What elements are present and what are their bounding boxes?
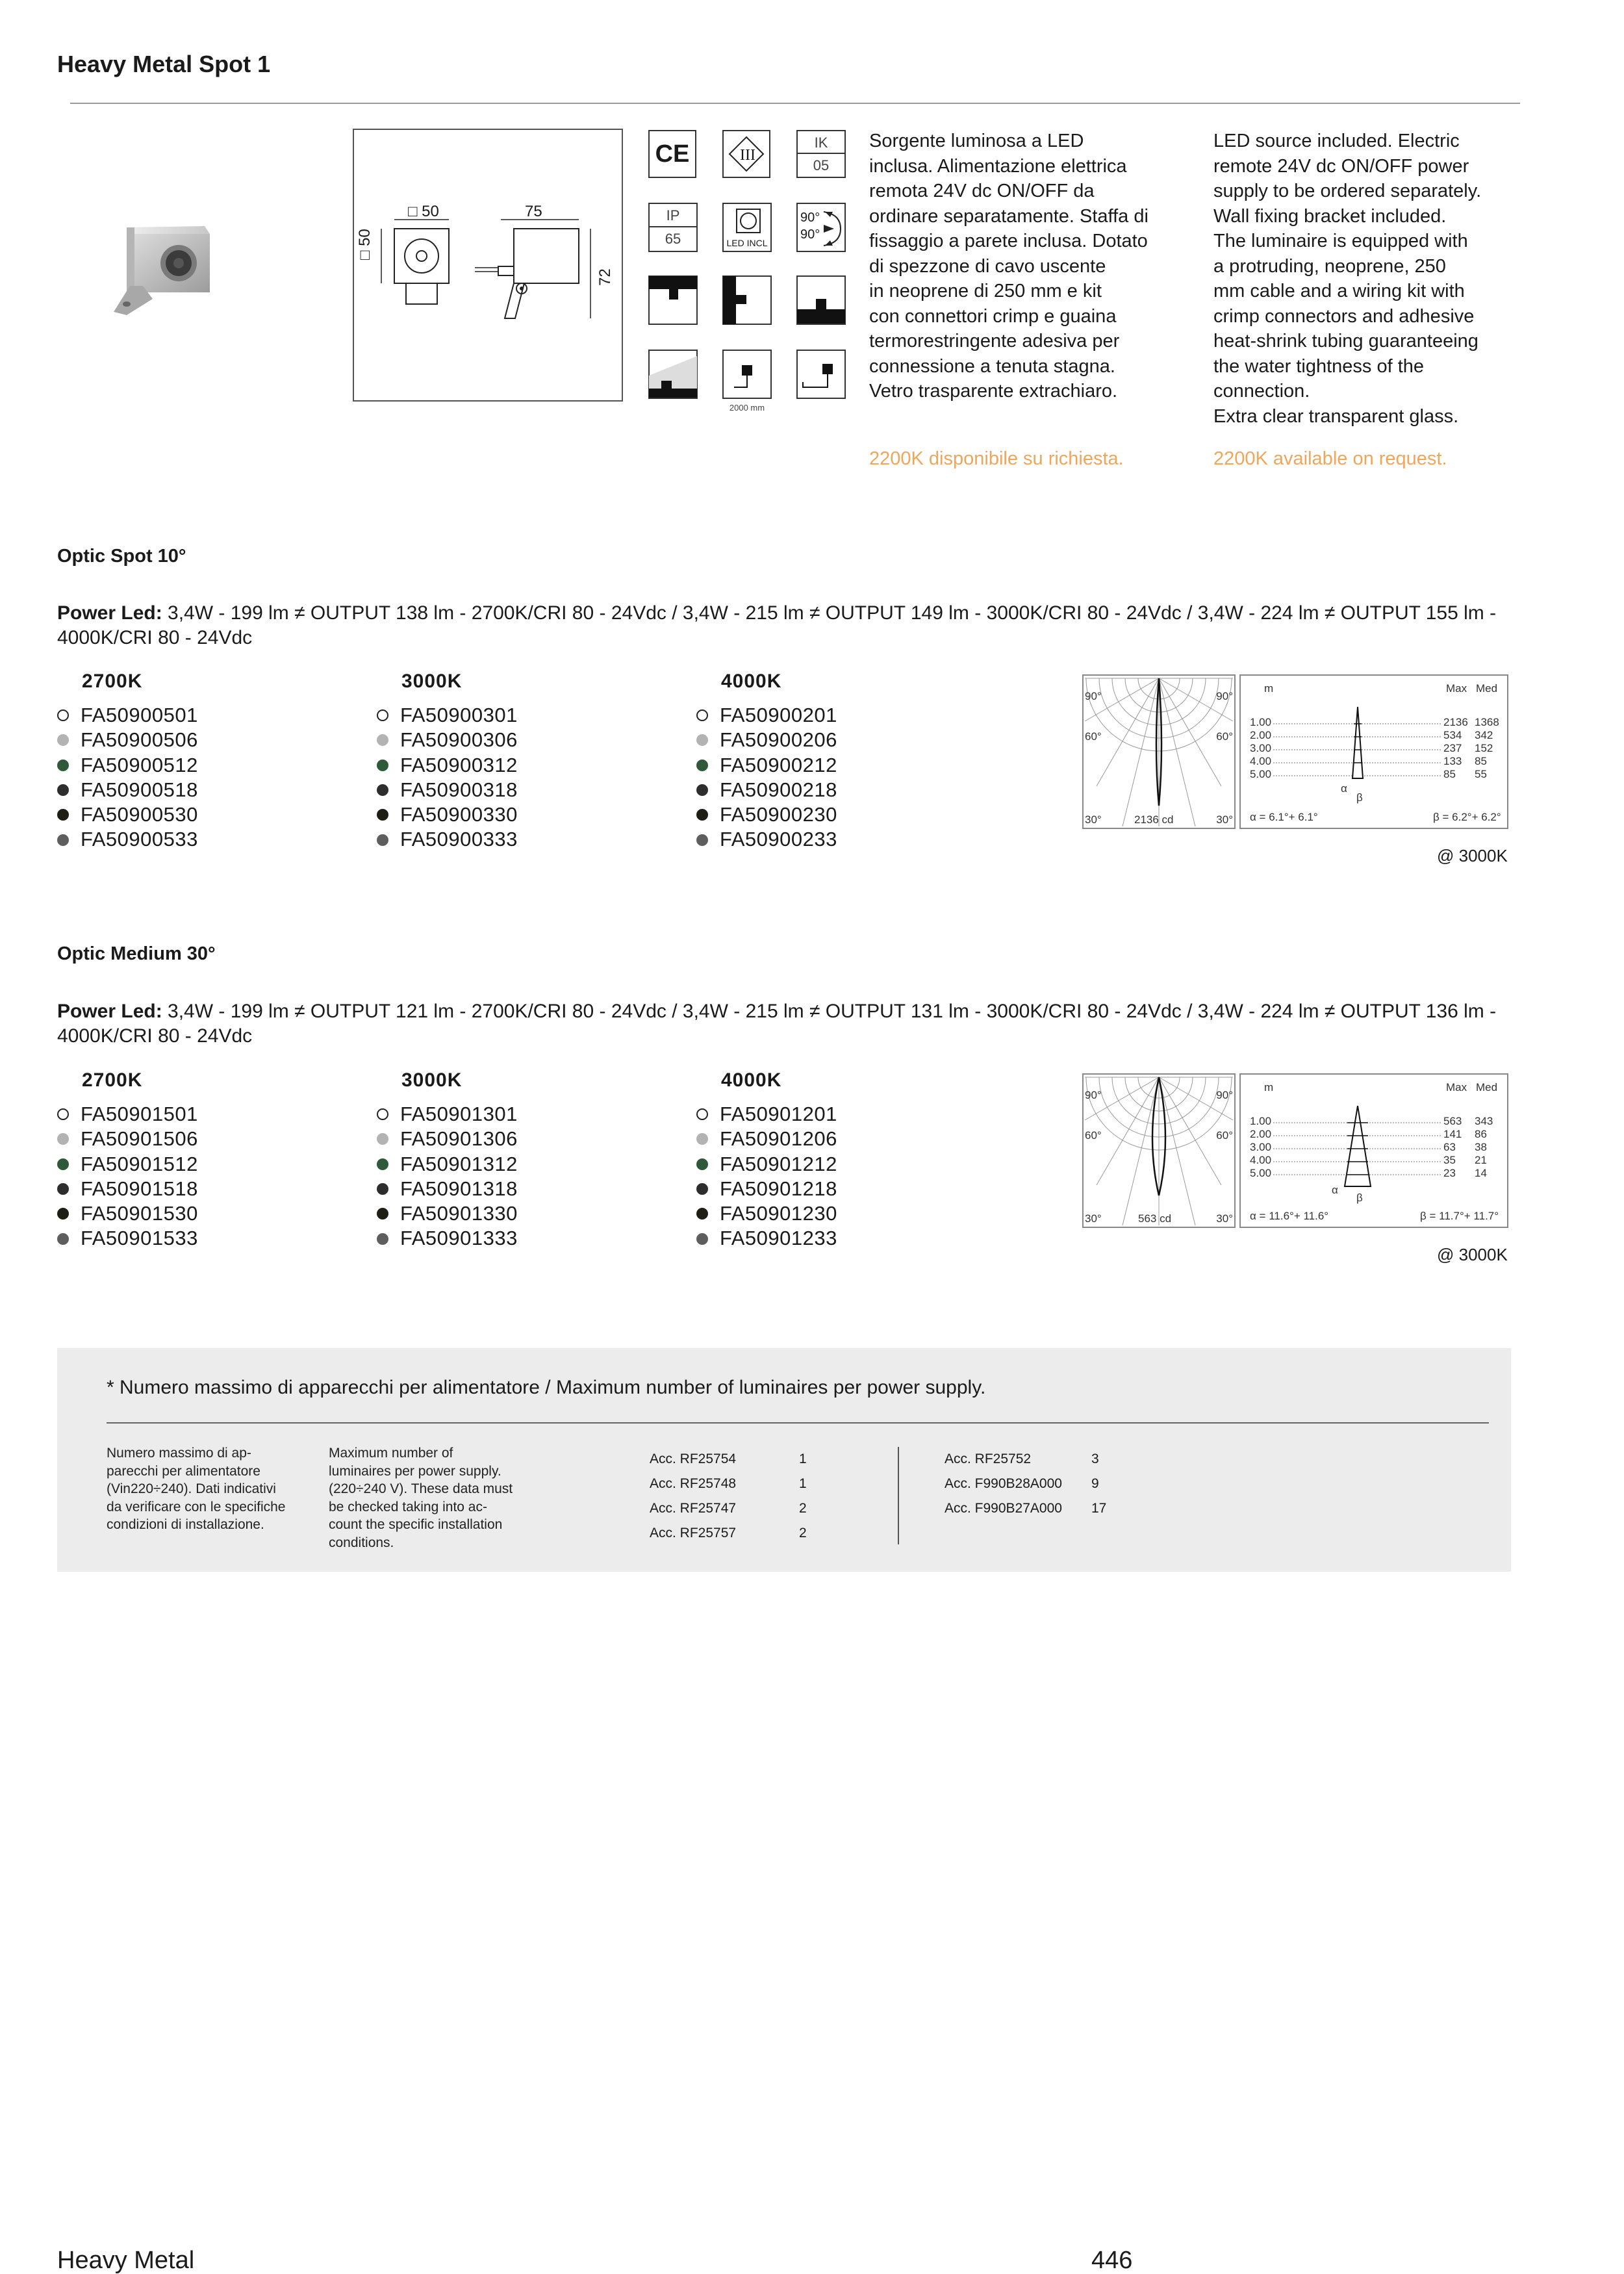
table-row	[650, 1521, 807, 1546]
accessory-qty: 2	[799, 1526, 807, 1540]
cone-beta-text: β = 6.2°+ 6.2°	[1433, 811, 1501, 823]
cone-med: 21	[1475, 1154, 1487, 1166]
rotation-b-label: 90°	[800, 227, 820, 242]
candela-value: 2136 cd	[1134, 813, 1174, 826]
finish-dot	[696, 734, 708, 746]
cone-max-head: Max	[1446, 682, 1467, 695]
product-code: FA50901506	[81, 1127, 198, 1151]
cone-alpha-text: α = 11.6°+ 11.6°	[1250, 1210, 1329, 1222]
finish-dot	[377, 784, 388, 796]
cone-alpha-mark: α	[1332, 1184, 1338, 1196]
polar-diagram-spot	[1082, 674, 1236, 829]
finish-dot	[57, 1108, 69, 1120]
codes-4000k-spot	[696, 671, 837, 852]
ip-label: IP	[650, 204, 696, 227]
cone-max: 237	[1443, 742, 1462, 754]
finish-dot	[57, 709, 69, 721]
list-item	[696, 1102, 837, 1127]
accessory-qty: 1	[799, 1476, 807, 1491]
cone-unit: m	[1264, 1081, 1274, 1093]
cone-diagram-spot	[1239, 674, 1508, 829]
cone-distance: 2.00	[1250, 729, 1272, 741]
list-item	[696, 1127, 837, 1151]
column-head: 4000K	[721, 1069, 782, 1091]
product-code: FA50901330	[400, 1202, 518, 1225]
cone-distance: 2.00	[1250, 1128, 1272, 1140]
angle-60-right: 60°	[1216, 1129, 1233, 1142]
power-led-text: 3,4W - 199 lm ≠ OUTPUT 121 lm - 2700K/CRI 80 - 24Vdc / 3,4W - 215 lm ≠ OUTPUT 131 lm - 3000K/CRI 80 - 24Vdc / 3,4W - 224 lm ≠ OUTPUT 136 lm - 4000K/CRI 80 - 24Vdc	[57, 1001, 1497, 1047]
section-title-medium: Optic Medium 30°	[57, 943, 216, 964]
product-code: FA50901501	[81, 1103, 198, 1125]
angle-30-left: 30°	[1085, 813, 1102, 826]
product-code: FA50900218	[720, 778, 837, 801]
cone-med: 38	[1475, 1141, 1487, 1153]
table-separator	[898, 1447, 899, 1544]
footer-product-family: Heavy Metal	[57, 2247, 195, 2274]
cable-length-icon	[722, 350, 772, 399]
product-code: FA50901306	[400, 1127, 518, 1151]
power-led-label: Power Led:	[57, 1001, 162, 1022]
finish-dot	[696, 709, 708, 721]
angle-60-right: 60°	[1216, 730, 1233, 743]
list-item	[696, 802, 837, 827]
rotation-arrows-icon	[821, 208, 844, 249]
list-item	[57, 1177, 198, 1201]
finish-dot	[696, 834, 708, 846]
product-code: FA50901212	[720, 1152, 837, 1175]
finish-dot	[696, 1133, 708, 1145]
finish-dot	[57, 1158, 69, 1170]
product-code: FA50900318	[400, 778, 518, 801]
finish-dot	[377, 1133, 388, 1145]
cone-lines	[1241, 676, 1510, 830]
product-code: FA50901201	[720, 1103, 837, 1125]
accessory-qty: 1	[799, 1451, 807, 1466]
finish-dot	[57, 1233, 69, 1245]
list-item	[696, 1226, 837, 1251]
finish-dot	[696, 809, 708, 821]
cone-max: 85	[1443, 768, 1456, 780]
table-row	[945, 1472, 1106, 1496]
cone-med-head: Med	[1476, 1081, 1498, 1093]
finish-dot	[57, 784, 69, 796]
finish-dot	[696, 784, 708, 796]
cone-max: 563	[1443, 1115, 1462, 1127]
product-code: FA50901530	[81, 1202, 198, 1225]
cone-max: 23	[1443, 1167, 1456, 1179]
accessory-qty: 9	[1091, 1476, 1099, 1491]
list-item	[377, 1102, 518, 1127]
power-led-label: Power Led:	[57, 602, 162, 624]
accessory-name: Acc. RF25752	[945, 1451, 1032, 1466]
accessory-name: Acc. F990B27A000	[945, 1501, 1062, 1516]
finish-dot	[377, 1233, 388, 1245]
accessory-qty: 3	[1091, 1451, 1099, 1466]
cone-distance: 5.00	[1250, 1167, 1272, 1179]
cone-max: 35	[1443, 1154, 1456, 1166]
cone-max-head: Max	[1446, 1081, 1467, 1093]
list-item	[57, 1226, 198, 1251]
cone-distance: 5.00	[1250, 768, 1272, 780]
cone-med: 14	[1475, 1167, 1487, 1179]
list-item	[57, 728, 198, 752]
accessory-table-right	[945, 1447, 1106, 1521]
table-row	[945, 1447, 1106, 1472]
accessory-name: Acc. RF25757	[650, 1526, 737, 1540]
cone-med: 55	[1475, 768, 1487, 780]
list-item	[377, 1152, 518, 1177]
cone-distances	[1250, 1115, 1271, 1180]
finish-dot	[57, 734, 69, 746]
list-item	[57, 703, 198, 728]
cone-lines	[1241, 1075, 1510, 1229]
accessory-name: Acc. RF25748	[650, 1476, 737, 1491]
accessory-table-left	[650, 1447, 807, 1546]
accessory-name: Acc. RF25747	[650, 1501, 737, 1516]
cone-distance: 3.00	[1250, 1141, 1272, 1153]
list-item	[57, 1102, 198, 1127]
accessory-qty: 17	[1091, 1501, 1107, 1516]
finish-dot	[696, 1108, 708, 1120]
finish-dot	[696, 1233, 708, 1245]
product-code: FA50900312	[400, 753, 518, 776]
column-head: 2700K	[82, 1069, 143, 1091]
table-row	[650, 1472, 807, 1496]
power-supply-panel	[57, 1348, 1511, 1572]
product-code: FA50900333	[400, 828, 518, 851]
finish-dot	[696, 760, 708, 771]
cone-distance: 1.00	[1250, 716, 1272, 728]
list-item	[377, 827, 518, 852]
list-item	[696, 728, 837, 752]
column-head: 4000K	[721, 671, 782, 692]
class-iii-icon	[722, 130, 770, 178]
cone-med: 152	[1475, 742, 1493, 754]
led-chip-icon	[735, 208, 761, 234]
product-code: FA50900233	[720, 828, 837, 851]
product-code: FA50900506	[81, 728, 198, 752]
class-iii-label: III	[740, 146, 755, 164]
finish-dot	[377, 709, 388, 721]
cone-alpha-text: α = 6.1°+ 6.1°	[1250, 811, 1318, 823]
product-code: FA50900501	[81, 704, 198, 726]
angle-30-right: 30°	[1216, 1212, 1233, 1225]
finish-dot	[377, 734, 388, 746]
finish-dot	[377, 1108, 388, 1120]
list-item	[377, 753, 518, 778]
ground-light-icon	[648, 350, 698, 399]
finish-dot	[377, 760, 388, 771]
list-item	[57, 827, 198, 852]
finish-dot	[57, 809, 69, 821]
list-item	[377, 728, 518, 752]
cone-distance: 4.00	[1250, 1154, 1272, 1166]
dim-height: □ 50	[356, 229, 374, 260]
codes-2700k-medium	[57, 1069, 198, 1251]
accessory-name: Acc. F990B28A000	[945, 1476, 1062, 1491]
cone-beta-mark: β	[1356, 1192, 1363, 1204]
product-code: FA50901318	[400, 1177, 518, 1200]
led-included-icon	[722, 203, 772, 252]
product-code: FA50900230	[720, 803, 837, 826]
floor-mount-icon	[796, 275, 846, 325]
finish-dot	[377, 809, 388, 821]
finish-dot	[57, 760, 69, 771]
wall-mount-icon	[648, 275, 698, 325]
finish-dot	[377, 1158, 388, 1170]
cone-alpha-mark: α	[1341, 782, 1347, 795]
power-led-medium	[57, 999, 1525, 1049]
cone-max: 63	[1443, 1141, 1456, 1153]
list-item	[377, 1226, 518, 1251]
cone-max-values	[1443, 716, 1468, 781]
list-item	[377, 1177, 518, 1201]
ik-value: 05	[813, 157, 830, 173]
finish-dot	[696, 1208, 708, 1220]
header-divider	[70, 103, 1520, 104]
dim-width: □ 50	[408, 203, 439, 220]
product-code: FA50900306	[400, 728, 518, 752]
cone-distance: 3.00	[1250, 742, 1272, 754]
product-code: FA50900512	[81, 753, 198, 776]
list-item	[696, 1177, 837, 1201]
product-image	[107, 221, 214, 318]
product-code: FA50901301	[400, 1103, 518, 1125]
ip-value: 65	[665, 231, 681, 247]
cone-max: 2136	[1443, 716, 1468, 728]
list-item	[57, 753, 198, 778]
cone-max: 534	[1443, 729, 1462, 741]
codes-3000k-medium	[377, 1069, 518, 1251]
table-row	[650, 1496, 807, 1521]
finish-dot	[57, 1183, 69, 1195]
cone-diagram-medium	[1239, 1073, 1508, 1228]
angle-90-right: 90°	[1216, 690, 1233, 702]
cone-med-head: Med	[1476, 682, 1498, 695]
product-code: FA50900530	[81, 803, 198, 826]
power-supply-note: * Numero massimo di apparecchi per alimentatore / Maximum number of luminaires per power supply.	[107, 1377, 986, 1398]
product-code: FA50900518	[81, 778, 198, 801]
finish-dot	[57, 1133, 69, 1145]
product-code: FA50900533	[81, 828, 198, 851]
product-code: FA50901312	[400, 1152, 518, 1175]
product-code: FA50901533	[81, 1227, 198, 1250]
finish-dot	[696, 1183, 708, 1195]
cone-med: 343	[1475, 1115, 1493, 1127]
codes-3000k-spot	[377, 671, 518, 852]
list-item	[696, 778, 837, 802]
product-code: FA50900301	[400, 704, 518, 726]
list-item	[696, 827, 837, 852]
ik-label: IK	[798, 131, 844, 154]
list-item	[57, 1152, 198, 1177]
power-supply-divider	[107, 1422, 1489, 1424]
list-item	[696, 753, 837, 778]
side-mount-icon	[722, 275, 772, 325]
list-item	[377, 778, 518, 802]
led-incl-label: LED INCL	[726, 238, 768, 248]
column-head: 2700K	[82, 671, 143, 692]
ip-rating-icon	[648, 203, 698, 252]
rotation-a-label: 90°	[800, 211, 820, 225]
dim-depth: 75	[525, 203, 542, 220]
cone-med: 86	[1475, 1128, 1487, 1140]
power-supply-text-en: Maximum number of luminaires per power supply. (220÷240 V). These data must be checked taking into ac- count the specific installation conditions.	[329, 1446, 513, 1550]
product-code: FA50900330	[400, 803, 518, 826]
finish-dot	[57, 834, 69, 846]
dimension-lines	[354, 130, 622, 400]
remote-driver-icon	[796, 350, 846, 399]
list-item	[57, 1127, 198, 1151]
list-item	[377, 703, 518, 728]
column-head: 3000K	[401, 1069, 463, 1091]
table-row	[650, 1447, 807, 1472]
angle-60-left: 60°	[1085, 730, 1102, 743]
cone-med: 85	[1475, 755, 1487, 767]
table-row	[945, 1496, 1106, 1521]
cone-med: 1368	[1475, 716, 1499, 728]
cone-unit: m	[1264, 682, 1274, 695]
dim-total-height: 72	[596, 268, 614, 286]
product-code: FA50901218	[720, 1177, 837, 1200]
note-en: 2200K available on request.	[1213, 448, 1447, 469]
product-code: FA50901230	[720, 1202, 837, 1225]
angle-60-left: 60°	[1085, 1129, 1102, 1142]
list-item	[377, 1127, 518, 1151]
list-item	[696, 703, 837, 728]
cone-med: 342	[1475, 729, 1493, 741]
cone-beta-text: β = 11.7°+ 11.7°	[1420, 1210, 1499, 1222]
angle-30-right: 30°	[1216, 813, 1233, 826]
polar-grid	[1084, 676, 1234, 828]
ce-mark-icon	[648, 130, 696, 178]
polar-diagram-medium	[1082, 1073, 1236, 1228]
cone-distance: 1.00	[1250, 1115, 1272, 1127]
finish-dot	[377, 1183, 388, 1195]
list-item	[377, 802, 518, 827]
product-code: FA50900201	[720, 704, 837, 726]
codes-4000k-medium	[696, 1069, 837, 1251]
power-supply-text-it: Numero massimo di ap- parecchi per alimentatore (Vin220÷240). Dati indicativi da verificare con le specifiche condizioni di installazione.	[107, 1446, 286, 1532]
ce-mark-label: CE	[655, 140, 690, 168]
angle-30-left: 30°	[1085, 1212, 1102, 1225]
list-item	[57, 802, 198, 827]
angle-90-left: 90°	[1085, 690, 1102, 702]
candela-value: 563 cd	[1138, 1212, 1172, 1225]
accessory-qty: 2	[799, 1501, 807, 1516]
finish-dot	[57, 1208, 69, 1220]
angle-90-left: 90°	[1085, 1089, 1102, 1101]
finish-dot	[377, 1208, 388, 1220]
column-head: 3000K	[401, 671, 463, 692]
product-code: FA50901512	[81, 1152, 198, 1175]
cone-max: 141	[1443, 1128, 1462, 1140]
cone-distance: 4.00	[1250, 755, 1272, 767]
page-title: Heavy Metal Spot 1	[57, 51, 271, 77]
cone-beta-mark: β	[1356, 791, 1363, 804]
cable-length-label: 2000 mm	[729, 403, 765, 413]
list-item	[57, 1201, 198, 1226]
power-led-spot	[57, 601, 1525, 650]
cone-med-values	[1475, 1115, 1493, 1180]
measure-temp-spot: @ 3000K	[1437, 846, 1508, 865]
power-led-text: 3,4W - 199 lm ≠ OUTPUT 138 lm - 2700K/CRI 80 - 24Vdc / 3,4W - 215 lm ≠ OUTPUT 149 lm - 3000K/CRI 80 - 24Vdc / 3,4W - 224 lm ≠ OUTPUT 155 lm - 4000K/CRI 80 - 24Vdc	[57, 602, 1497, 648]
section-title-spot: Optic Spot 10°	[57, 546, 186, 567]
codes-2700k-spot	[57, 671, 198, 852]
product-code: FA50901233	[720, 1227, 837, 1250]
cone-max-values	[1443, 1115, 1462, 1180]
product-code: FA50901333	[400, 1227, 518, 1250]
list-item	[57, 778, 198, 802]
page-number: 446	[1091, 2247, 1133, 2274]
product-code: FA50900206	[720, 728, 837, 752]
cone-med-values	[1475, 716, 1499, 781]
rotation-icon	[796, 203, 846, 252]
product-code: FA50901206	[720, 1127, 837, 1151]
finish-dot	[377, 834, 388, 846]
list-item	[696, 1152, 837, 1177]
note-it: 2200K disponibile su richiesta.	[869, 448, 1124, 469]
cone-distances	[1250, 716, 1271, 781]
product-code: FA50901518	[81, 1177, 198, 1200]
accessory-name: Acc. RF25754	[650, 1451, 737, 1466]
product-code: FA50900212	[720, 753, 837, 776]
finish-dot	[696, 1158, 708, 1170]
polar-grid	[1084, 1075, 1234, 1227]
list-item	[377, 1201, 518, 1226]
description-it: Sorgente luminosa a LED inclusa. Alimentazione elettrica remota 24V dc ON/OFF da ordinare separatamente. Staffa di fissaggio a parete inclusa. Dotato di spezzone di cavo uscente in neoprene di 250 mm e kit con connettori crimp e guaina termorestringente adesiva per connessione a tenuta stagna. Vetro trasparente extrachiaro.	[869, 131, 1148, 402]
ik-rating-icon	[796, 130, 846, 178]
measure-temp-medium: @ 3000K	[1437, 1245, 1508, 1264]
cone-max: 133	[1443, 755, 1462, 767]
list-item	[696, 1201, 837, 1226]
description-en: LED source included. Electric remote 24V dc ON/OFF power supply to be ordered separately. Wall fixing bracket included. The luminaire is equipped with a protruding, neoprene, 250 mm cable and a wiring kit with crimp connectors and adhesive heat-shrink tubing guaranteeing the water tightness of the connection. Extra clear transparent glass.	[1213, 131, 1482, 427]
angle-90-right: 90°	[1216, 1089, 1233, 1101]
